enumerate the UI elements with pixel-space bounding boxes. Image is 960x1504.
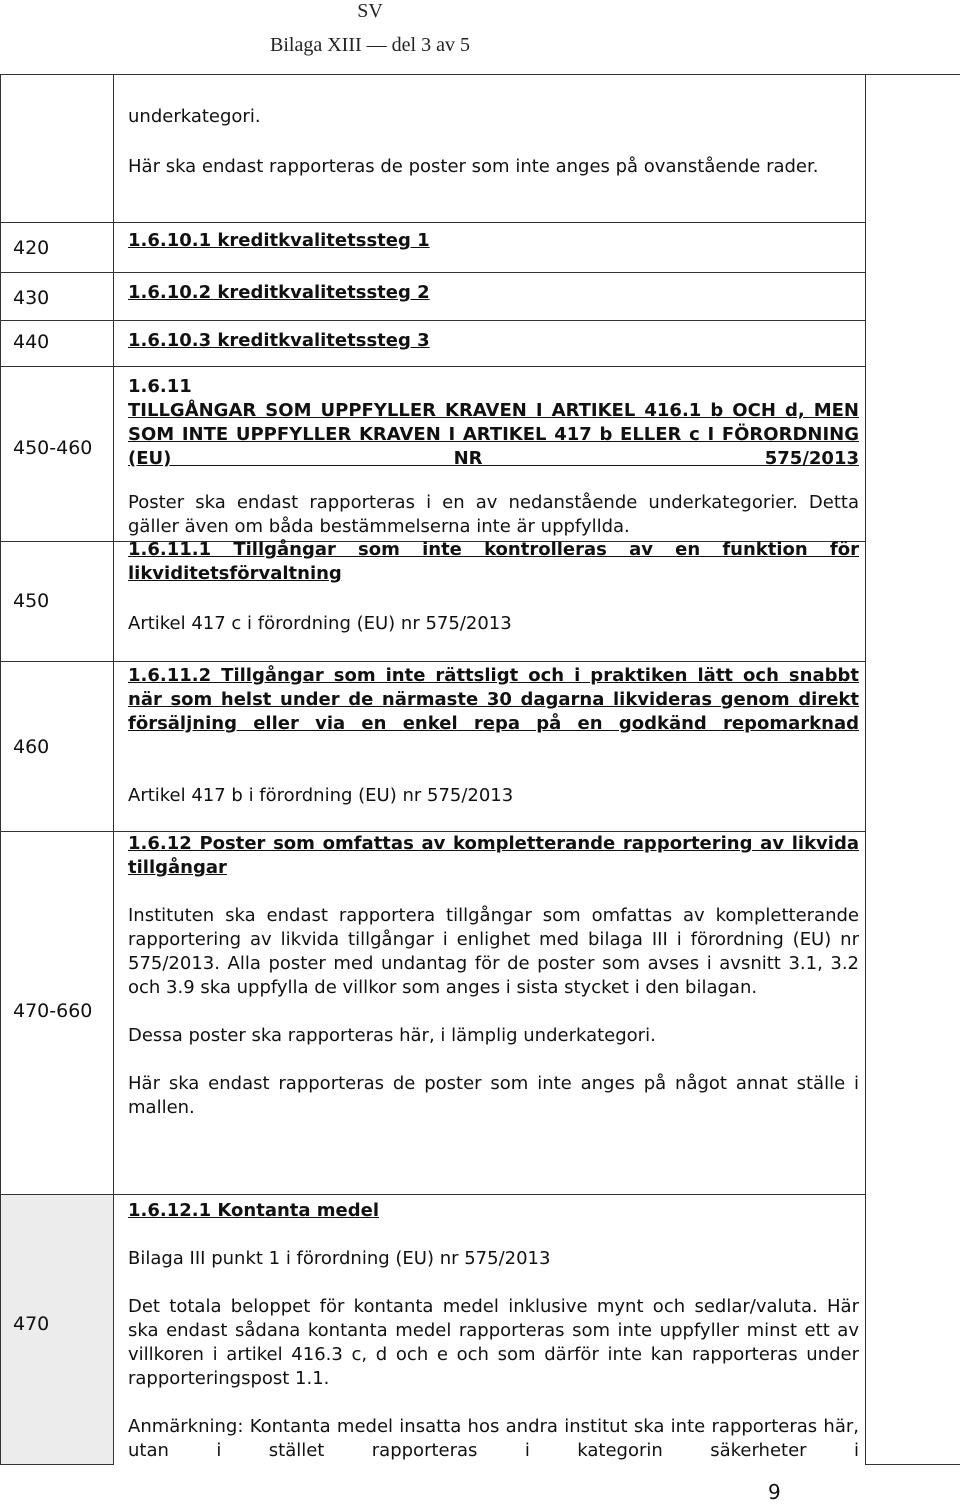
- paragraph: Anmärkning: Kontanta medel insatta hos andra institut ska inte rapporteras här, utan i stället rapporteras i kategorin säkerheter i: [128, 1415, 859, 1463]
- legal-reference: Artikel 417 c i förordning (EU) nr 575/2013: [128, 612, 859, 636]
- row-number: 470-660: [13, 1000, 92, 1022]
- table-row: [1, 75, 960, 223]
- row-number-cell: [1, 75, 114, 223]
- instructions-table: [0, 74, 960, 1465]
- row-number: 430: [13, 287, 49, 309]
- paragraph: Här ska endast rapporteras de poster som inte anges på något annat ställe i mallen.: [128, 1072, 859, 1120]
- row-heading: 1.6.11.1 Tillgångar som inte kontrolleras av en funktion för likviditetsförvaltning: [128, 538, 859, 586]
- table-row: [1, 542, 960, 662]
- document-language: SV: [0, 0, 850, 23]
- row-heading: 1.6.10.1 kreditkvalitetssteg 1: [128, 229, 859, 253]
- row-heading: 1.6.12.1 Kontanta medel: [128, 1199, 859, 1223]
- paragraph: Här ska endast rapporteras de poster som inte anges på ovanstående rader.: [128, 155, 859, 179]
- paragraph: Dessa poster ska rapporteras här, i lämplig underkategori.: [128, 1024, 859, 1048]
- page-number: 9: [768, 1480, 781, 1504]
- legal-reference: Artikel 417 b i förordning (EU) nr 575/2013: [128, 784, 859, 808]
- instructions-cell: [114, 75, 866, 223]
- table-row: [1, 662, 960, 832]
- table-row: [1, 1195, 960, 1465]
- table-row: [1, 273, 960, 321]
- blank-column: [866, 75, 960, 1465]
- row-number: 470: [13, 1313, 49, 1335]
- row-heading: 1.6.11.2 Tillgångar som inte rättsligt och i praktiken lätt och snabbt när som helst under de närmaste 30 dagarna likvideras genom direkt försäljning eller via en enkel repa på en godkänd repomarknad: [128, 664, 859, 736]
- paragraph: Det totala beloppet för kontanta medel inklusive mynt och sedlar/valuta. Här ska endast sådana kontanta medel rapporteras som inte uppfyller minst ett av villkoren i artikel 416.3 c, d och e och som därför inte kan rapporteras under rapporteringspost 1.1.: [128, 1295, 859, 1391]
- table-row: [1, 367, 960, 542]
- table-row: [1, 321, 960, 367]
- row-heading: 1.6.12 Poster som omfattas av kompletterande rapportering av likvida tillgångar: [128, 832, 859, 880]
- legal-reference: Bilaga III punkt 1 i förordning (EU) nr 575/2013: [128, 1247, 859, 1271]
- row-number: 450-460: [13, 437, 92, 459]
- annex-reference: Bilaga XIII — del 3 av 5: [0, 34, 850, 57]
- row-number: 420: [13, 237, 49, 259]
- table-row: [1, 223, 960, 273]
- row-number: 450: [13, 590, 49, 612]
- table-row: [1, 832, 960, 1195]
- paragraph: Poster ska endast rapporteras i en av nedanstående underkategorier. Detta gäller även om båda bestämmelserna inte är uppfyllda.: [128, 491, 859, 539]
- row-number: 440: [13, 331, 49, 353]
- paragraph: Instituten ska endast rapportera tillgångar som omfattas av kompletterande rapportering av likvida tillgångar i enlighet med bilaga III i förordning (EU) nr 575/2013. Alla poster med undantag för de poster som avses i avsnitt 3.1, 3.2 och 3.9 ska uppfylla de villkor som anges i sista stycket i den bilagan.: [128, 904, 859, 1000]
- row-heading: TILLGÅNGAR SOM UPPFYLLER KRAVEN I ARTIKEL 416.1 b OCH d, MEN SOM INTE UPPFYLLER KRAVEN I ARTIKEL 417 b ELLER c I FÖRORDNING (EU) NR 575/2013: [128, 399, 859, 471]
- row-heading: 1.6.10.3 kreditkvalitetssteg 3: [128, 329, 859, 353]
- row-heading: 1.6.10.2 kreditkvalitetssteg 2: [128, 281, 859, 305]
- row-heading-number: 1.6.11: [128, 375, 859, 399]
- paragraph: underkategori.: [128, 105, 859, 129]
- row-number: 460: [13, 736, 49, 758]
